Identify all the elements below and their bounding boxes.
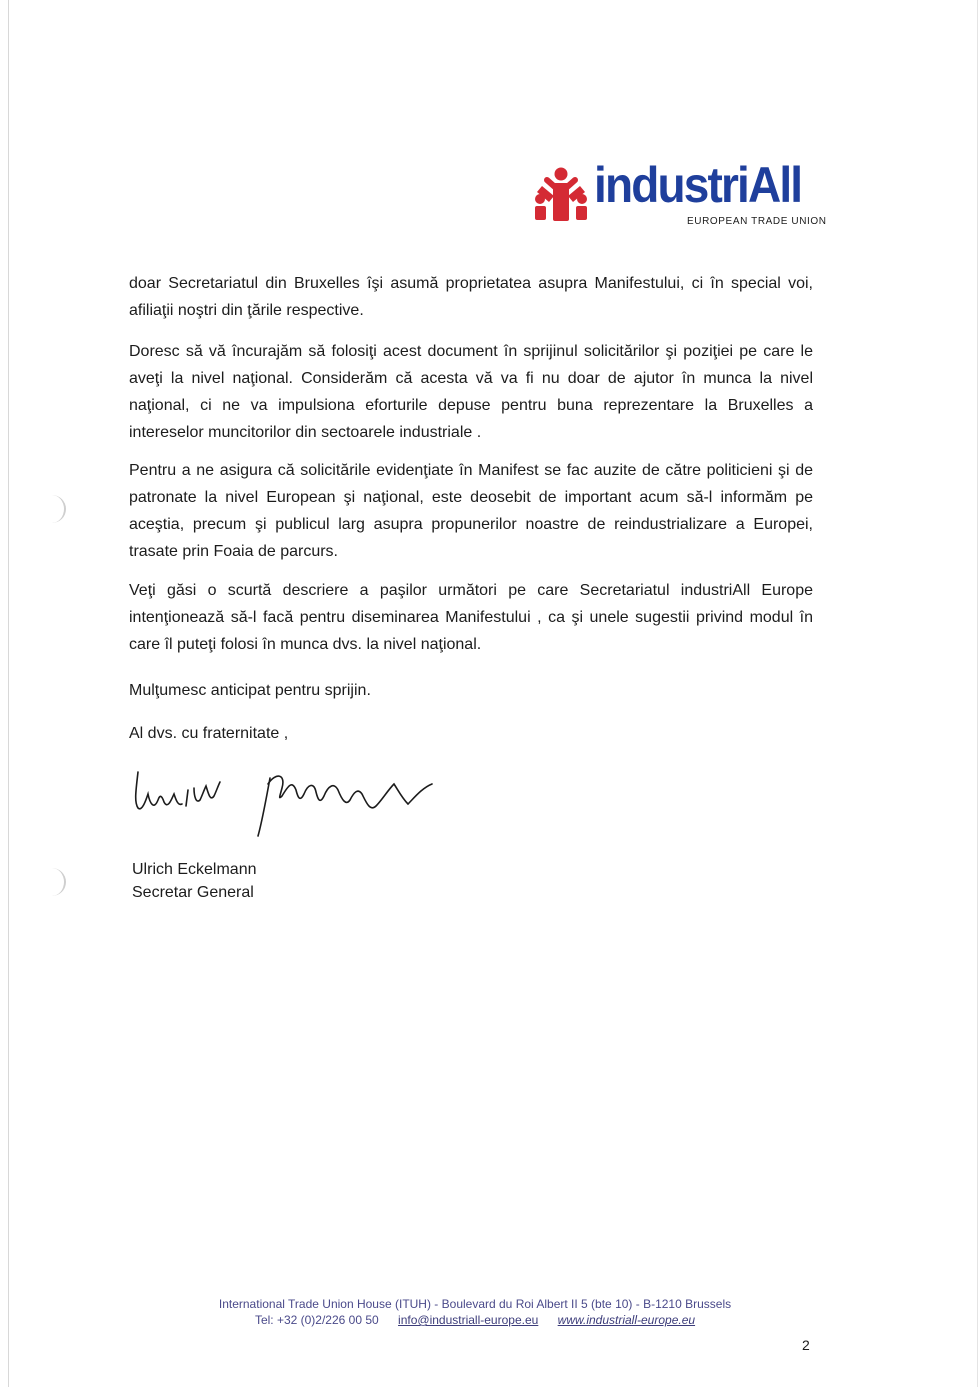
logo-wordmark: industriAll xyxy=(594,157,802,213)
footer-phone: Tel: +32 (0)2/226 00 50 xyxy=(254,1313,379,1327)
letter-paragraph-3: Pentru a ne asigura că solicitările evidenţiate în Manifest se fac auzite de către politicieni şi de patronate la nivel European şi naţional, este deosebit de important acum să-l informăm pe aceştia, precum şi publicul larg asupra propunerilor noastre de reindustrializare a Europei, trasate prin Foaia de parcurs. xyxy=(129,462,813,560)
page-left-edge xyxy=(8,0,9,1387)
footer-contact-row xyxy=(0,1312,950,1328)
letterhead-footer xyxy=(0,1296,950,1328)
letter-thanks: Mulţumesc anticipat pentru sprijin. xyxy=(129,682,371,699)
letter-paragraph-1: doar Secretariatul din Bruxelles îşi asumă proprietatea asupra Manifestului, ci în special voi, afiliaţii noştri din ţările respective. xyxy=(129,275,813,319)
punch-hole-lower xyxy=(42,868,66,896)
footer-website-link[interactable]: www.industriall-europe.eu xyxy=(557,1313,696,1327)
page-number: 2 xyxy=(802,1337,810,1353)
industriall-people-icon xyxy=(532,166,590,224)
page-right-edge xyxy=(977,0,978,1387)
letter-paragraph-2: Doresc să vă încurajăm să folosiţi acest document în sprijinul solicitărilor şi poziţiei pe care le aveţi la nivel naţional. Considerăm că acesta vă va fi nu doar de ajutor în munca la nivel naţional, ci ne va impulsiona eforturile depuse pentru buna reprezentare la Bruxelles a intereselor muncitorilor din sectoarele industriale . xyxy=(129,343,813,441)
signer-title: Secretar General xyxy=(132,884,254,901)
footer-address: International Trade Union House (ITUH) - Boulevard du Roi Albert II 5 (bte 10) - B-1210 Brussels xyxy=(218,1297,732,1311)
logo-subtitle: EUROPEAN TRADE UNION xyxy=(687,216,827,227)
punch-hole-upper xyxy=(42,495,66,523)
signer-name: Ulrich Eckelmann xyxy=(132,861,257,878)
handwritten-signature xyxy=(132,760,452,840)
letter-closing: Al dvs. cu fraternitate , xyxy=(129,725,289,742)
signer-block xyxy=(132,858,256,904)
footer-email-link[interactable]: info@industriall-europe.eu xyxy=(398,1313,539,1327)
industriall-logo xyxy=(532,157,827,234)
letter-paragraph-4: Veţi găsi o scurtă descriere a paşilor următori pe care Secretariatul industriAll Europe intenţionează să-l facă pentru diseminarea Manifestului , ca şi unele sugestii privind modul în care îl puteţi folosi în munca dvs. la nivel naţional. xyxy=(129,582,813,653)
